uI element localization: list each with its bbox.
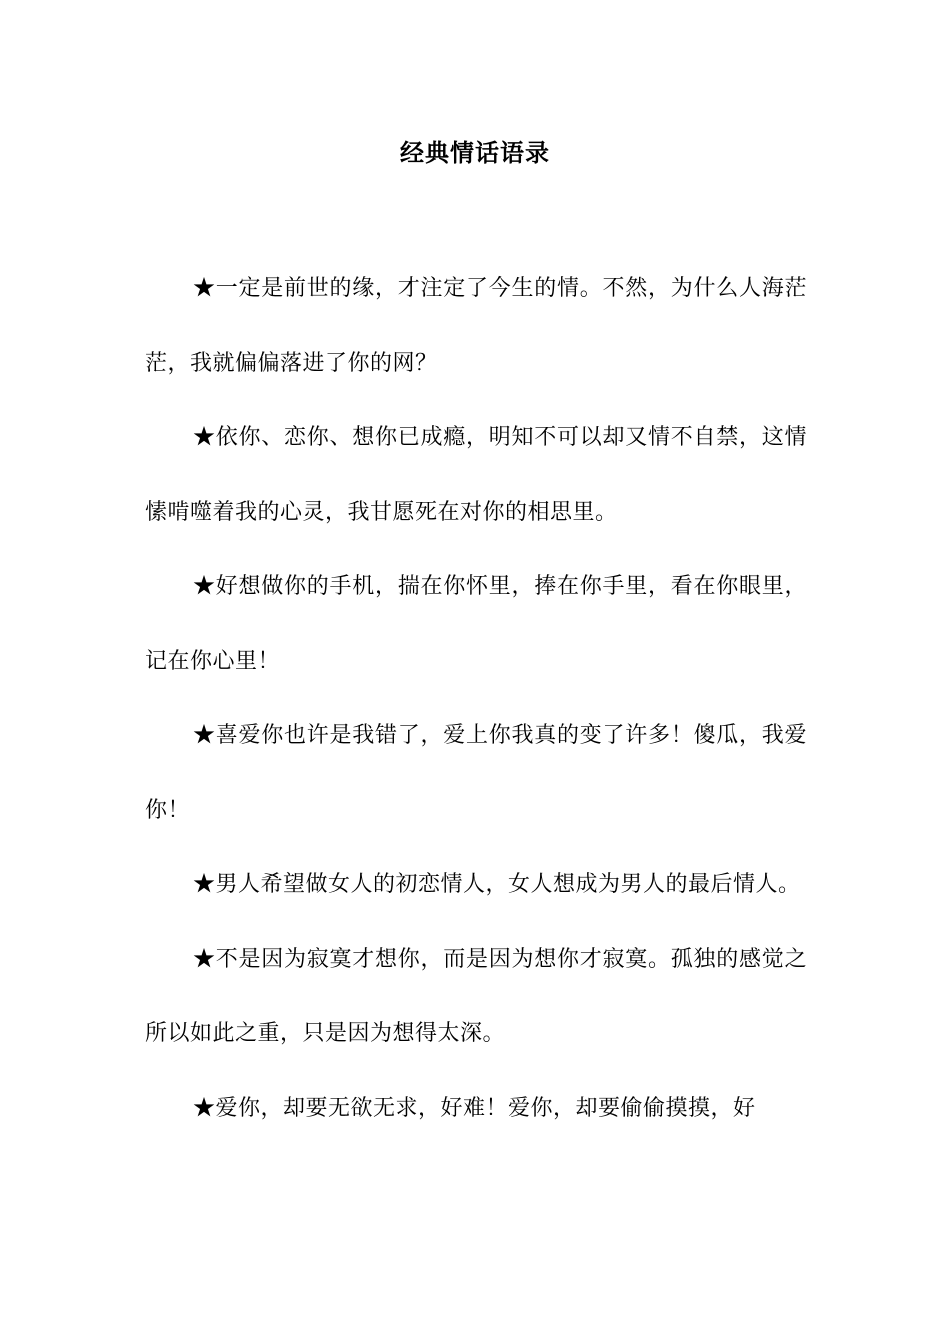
paragraph: ★喜爱你也许是我错了，爱上你我真的变了许多！傻瓜，我爱你！: [145, 723, 807, 823]
paragraph: ★不是因为寂寞才想你，而是因为想你才寂寞。孤独的感觉之所以如此之重，只是因为想得太深。: [145, 946, 807, 1046]
document-body: [145, 252, 807, 1146]
paragraph: ★依你、恋你、想你已成瘾，明知不可以却又情不自禁，这情愫啃噬着我的心灵，我甘愿死在对你的相思里。: [145, 425, 807, 525]
paragraph: ★爱你，却要无欲无求，好难！爱你，却要偷偷摸摸，好: [193, 1095, 756, 1121]
paragraph: ★一定是前世的缘，才注定了今生的情。不然，为什么人海茫茫，我就偏偏落进了你的网？: [145, 276, 807, 376]
document-title: 经典情话语录: [400, 138, 550, 167]
paragraph: ★男人希望做女人的初恋情人，女人想成为男人的最后情人。: [193, 872, 801, 897]
paragraph: ★好想做你的手机，揣在你怀里，捧在你手里，看在你眼里，记在你心里！: [145, 574, 807, 674]
